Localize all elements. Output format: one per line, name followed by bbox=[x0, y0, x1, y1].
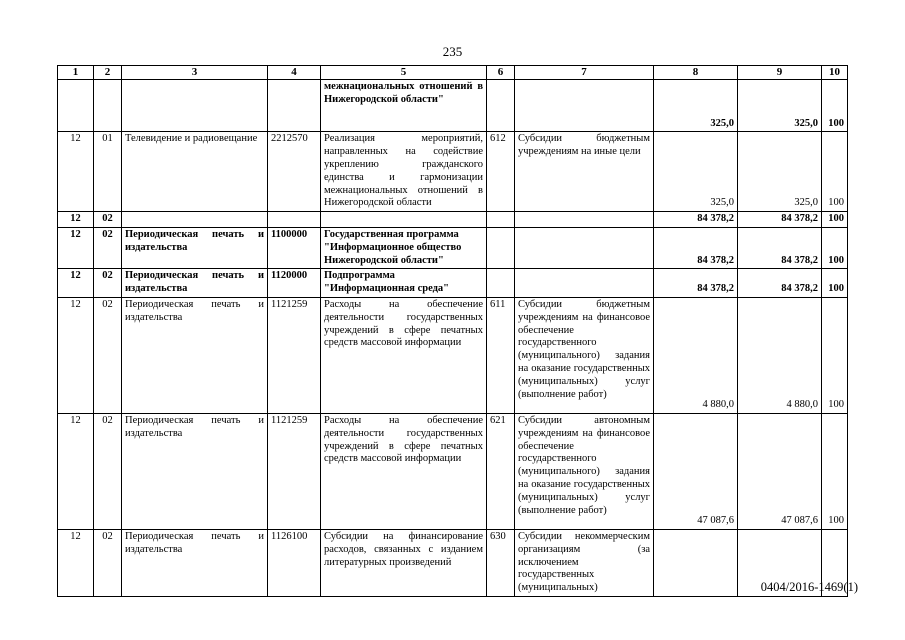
expense-type-name-cell: Субсидии автономным учреждениям на финансовое обеспечение государственного (муниципального) задания на оказание государственных (муниципальных) услуг (выполнение работ) bbox=[515, 413, 654, 529]
amount-cell: 84 378,2 bbox=[654, 212, 738, 228]
amount-cell: 84 378,2 bbox=[654, 227, 738, 268]
expense-type-code-cell bbox=[487, 212, 515, 228]
target-name-cell: межнациональных отношений в Нижегородской области" bbox=[321, 80, 487, 132]
table-row bbox=[58, 529, 848, 596]
percent-cell: 100 bbox=[822, 227, 848, 268]
percent-cell: 100 bbox=[822, 132, 848, 212]
expense-type-code-cell bbox=[487, 80, 515, 132]
amount-cell: 325,0 bbox=[738, 132, 822, 212]
section-code-cell: 12 bbox=[58, 297, 94, 413]
target-code-cell: 1120000 bbox=[268, 269, 321, 298]
amount-cell: 325,0 bbox=[738, 80, 822, 132]
amount-cell: 47 087,6 bbox=[738, 413, 822, 529]
section-name-cell: Периодическая печать и издательства bbox=[122, 227, 268, 268]
expense-type-name-cell bbox=[515, 227, 654, 268]
target-code-cell bbox=[268, 212, 321, 228]
subsection-code-cell: 02 bbox=[94, 227, 122, 268]
percent-cell: 100 bbox=[822, 413, 848, 529]
amount-cell: 4 880,0 bbox=[738, 297, 822, 413]
target-name-cell: Подпрограмма "Информационная среда" bbox=[321, 269, 487, 298]
header-cell: 10 bbox=[822, 66, 848, 80]
header-cell: 4 bbox=[268, 66, 321, 80]
target-code-cell: 1121259 bbox=[268, 297, 321, 413]
table-row bbox=[58, 413, 848, 529]
table-row bbox=[58, 297, 848, 413]
expense-type-name-cell bbox=[515, 212, 654, 228]
percent-cell: 100 bbox=[822, 212, 848, 228]
budget-table bbox=[57, 65, 848, 597]
section-name-cell: Периодическая печать и издательства bbox=[122, 529, 268, 596]
section-name-cell: Периодическая печать и издательства bbox=[122, 413, 268, 529]
table-row bbox=[58, 132, 848, 212]
document-code: 0404/2016-1469(1) bbox=[760, 580, 858, 594]
amount-cell: 4 880,0 bbox=[654, 297, 738, 413]
section-code-cell: 12 bbox=[58, 413, 94, 529]
subsection-code-cell: 02 bbox=[94, 529, 122, 596]
subsection-code-cell: 02 bbox=[94, 212, 122, 228]
expense-type-name-cell: Субсидии бюджетным учреждениям на финансовое обеспечение государственного (муниципального) задания на оказание государственных (муниципальных) услуг (выполнение работ) bbox=[515, 297, 654, 413]
amount-cell: 84 378,2 bbox=[738, 212, 822, 228]
amount-cell: 84 378,2 bbox=[738, 227, 822, 268]
section-name-cell bbox=[122, 80, 268, 132]
percent-cell: 100 bbox=[822, 80, 848, 132]
target-code-cell bbox=[268, 80, 321, 132]
amount-cell bbox=[654, 529, 738, 596]
amount-cell: 325,0 bbox=[654, 132, 738, 212]
percent-cell: 100 bbox=[822, 269, 848, 298]
section-code-cell bbox=[58, 80, 94, 132]
subsection-code-cell bbox=[94, 80, 122, 132]
page-number: 235 bbox=[442, 44, 463, 59]
subsection-code-cell: 02 bbox=[94, 269, 122, 298]
table-row bbox=[58, 269, 848, 298]
subsection-code-cell: 01 bbox=[94, 132, 122, 212]
header-row bbox=[58, 66, 848, 80]
header-cell: 5 bbox=[321, 66, 487, 80]
expense-type-name-cell: Субсидии некоммерческим организациям (за исключением государственных (муниципальных) bbox=[515, 529, 654, 596]
header-cell: 1 bbox=[58, 66, 94, 80]
amount-cell: 325,0 bbox=[654, 80, 738, 132]
expense-type-name-cell bbox=[515, 80, 654, 132]
expense-type-name-cell bbox=[515, 269, 654, 298]
expense-type-name-cell: Субсидии бюджетным учреждениям на иные цели bbox=[515, 132, 654, 212]
table-row bbox=[58, 212, 848, 228]
expense-type-code-cell bbox=[487, 269, 515, 298]
target-name-cell bbox=[321, 212, 487, 228]
expense-type-code-cell: 621 bbox=[487, 413, 515, 529]
expense-type-code-cell bbox=[487, 227, 515, 268]
target-name-cell: Расходы на обеспечение деятельности государственных учреждений в сфере печатных средств массовой информации bbox=[321, 413, 487, 529]
header-cell: 3 bbox=[122, 66, 268, 80]
header-cell: 6 bbox=[487, 66, 515, 80]
section-name-cell: Телевидение и радиовещание bbox=[122, 132, 268, 212]
section-code-cell: 12 bbox=[58, 132, 94, 212]
header-cell: 8 bbox=[654, 66, 738, 80]
target-code-cell: 2212570 bbox=[268, 132, 321, 212]
target-name-cell: Субсидии на финансирование расходов, связанных с изданием литературных произведений bbox=[321, 529, 487, 596]
expense-type-code-cell: 612 bbox=[487, 132, 515, 212]
section-name-cell: Периодическая печать и издательства bbox=[122, 297, 268, 413]
amount-cell: 47 087,6 bbox=[654, 413, 738, 529]
table-row bbox=[58, 227, 848, 268]
percent-cell: 100 bbox=[822, 297, 848, 413]
target-name-cell: Расходы на обеспечение деятельности государственных учреждений в сфере печатных средств массовой информации bbox=[321, 297, 487, 413]
expense-type-code-cell: 630 bbox=[487, 529, 515, 596]
target-name-cell: Государственная программа "Информационное общество Нижегородской области" bbox=[321, 227, 487, 268]
target-code-cell: 1126100 bbox=[268, 529, 321, 596]
target-name-cell: Реализация мероприятий, направленных на содействие укреплению гражданского единства и гармонизации межнациональных отношений в Нижегородской области bbox=[321, 132, 487, 212]
header-cell: 9 bbox=[738, 66, 822, 80]
subsection-code-cell: 02 bbox=[94, 413, 122, 529]
target-code-cell: 1100000 bbox=[268, 227, 321, 268]
section-name-cell bbox=[122, 212, 268, 228]
section-code-cell: 12 bbox=[58, 529, 94, 596]
header-cell: 2 bbox=[94, 66, 122, 80]
target-code-cell: 1121259 bbox=[268, 413, 321, 529]
section-code-cell: 12 bbox=[58, 269, 94, 298]
section-name-cell: Периодическая печать и издательства bbox=[122, 269, 268, 298]
section-code-cell: 12 bbox=[58, 227, 94, 268]
amount-cell: 84 378,2 bbox=[654, 269, 738, 298]
header-cell: 7 bbox=[515, 66, 654, 80]
subsection-code-cell: 02 bbox=[94, 297, 122, 413]
amount-cell: 84 378,2 bbox=[738, 269, 822, 298]
expense-type-code-cell: 611 bbox=[487, 297, 515, 413]
section-code-cell: 12 bbox=[58, 212, 94, 228]
table-row bbox=[58, 80, 848, 132]
